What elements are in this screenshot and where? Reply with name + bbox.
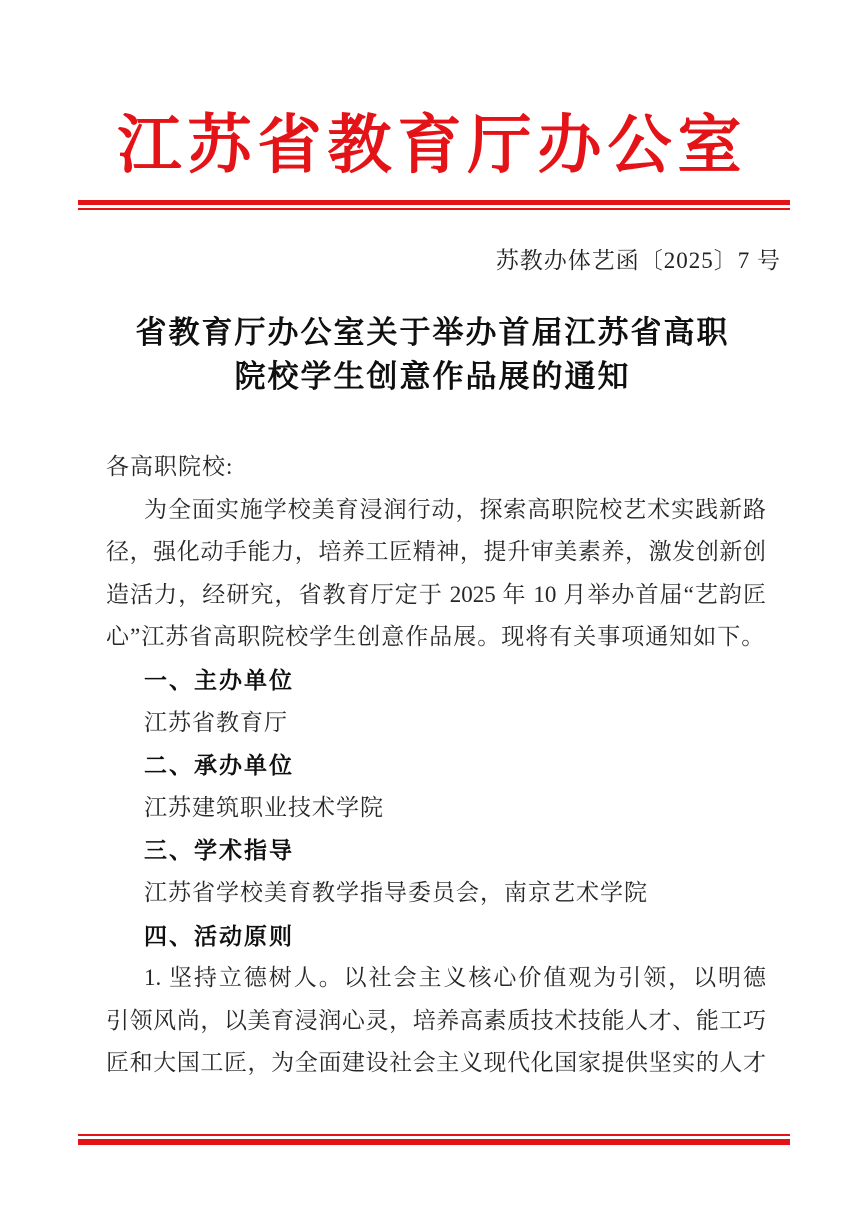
paragraph-line: 径，强化动手能力，培养工匠精神，提升审美素养，激发创新创	[106, 539, 766, 565]
paragraph-line: 心”江苏省高职院校学生创意作品展。现将有关事项通知如下。	[106, 624, 766, 650]
section-heading-organizer: 二、承办单位	[144, 752, 294, 779]
letterhead-divider-thick-rule	[78, 200, 790, 205]
section-heading-activity-principles: 四、活动原则	[144, 922, 294, 949]
footer-divider-thin-rule	[78, 1134, 790, 1136]
footer-divider	[78, 1134, 790, 1145]
letterhead-divider-thin-rule	[78, 208, 790, 210]
paragraph-line: 引领风尚，以美育浸润心灵，培养高素质技术技能人才、能工巧	[106, 1007, 766, 1033]
letterhead-divider	[78, 200, 790, 210]
letterhead-org-name: 江苏省教育厅办公室	[117, 110, 748, 181]
document-title-line1: 省教育厅办公室关于举办首届江苏省高职	[135, 315, 730, 350]
section-body-line: 江苏省学校美育教学指导委员会，南京艺术学院	[144, 879, 648, 905]
paragraph-line: 造活力，经研究，省教育厅定于 2025 年 10 月举办首届“艺韵匠	[106, 581, 766, 607]
doc-reference-number: 苏教办体艺函〔2025〕7 号	[495, 248, 781, 273]
footer-divider-thick-rule	[78, 1139, 790, 1145]
document-body	[106, 446, 766, 1085]
section-heading-host: 一、主办单位	[144, 666, 294, 693]
section-body-line: 江苏省教育厅	[144, 709, 288, 735]
salutation-line: 各高职院校:	[106, 454, 234, 479]
document-title	[0, 311, 865, 399]
paragraph-line: 匠和大国工匠，为全面建设社会主义现代化国家提供坚实的人才	[106, 1050, 766, 1076]
document-title-line2: 院校学生创意作品展的通知	[234, 359, 631, 394]
section-body-line: 江苏建筑职业技术学院	[144, 794, 384, 820]
paragraph-line: 为全面实施学校美育浸润行动，探索高职院校艺术实践新路	[144, 496, 766, 522]
paragraph-line: 1. 坚持立德树人。以社会主义核心价值观为引领，以明德	[144, 965, 766, 991]
section-heading-academic-guidance: 三、学术指导	[144, 837, 294, 864]
